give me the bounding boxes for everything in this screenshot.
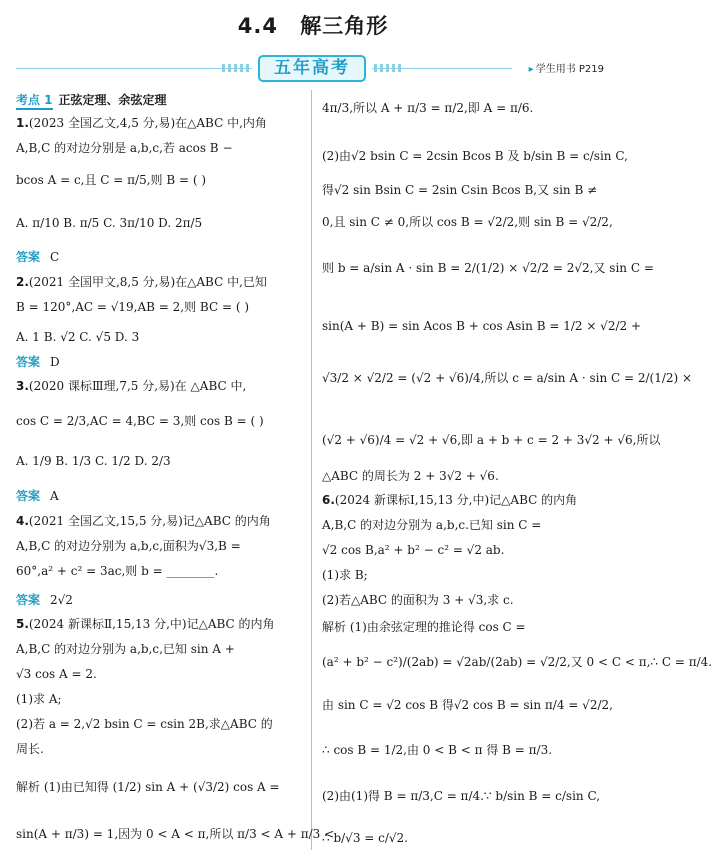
- q5-solution-line-1: 解析 (1)由已知得 (1/2) sin A + (√3/2) cos A =: [16, 780, 280, 794]
- q6-part-2: (2)若△ABC 的面积为 3 + √3,求 c.: [322, 593, 514, 607]
- q5-solution-line-9: √3/2 × √2/2 = (√2 + √6)/4,所以 c = a/sin A · sin C = 2/(1/2) ×: [322, 371, 693, 385]
- q5-solution-line-4: (2)由√2 bsin C = 2csin Bcos B 及 b/sin B = c/sin C,: [322, 149, 628, 163]
- q6-stem-line-3: √2 cos B,a² + b² − c² = √2 ab.: [322, 543, 505, 557]
- section-title: 解三角形: [300, 14, 389, 38]
- q2-stem-line-1: 2.(2021 全国甲文,8,5 分,易)在△ABC 中,已知: [16, 275, 267, 289]
- q3-stem-line-1: 3.(2020 课标Ⅲ理,7,5 分,易)在 △ABC 中,: [16, 379, 247, 393]
- q5-stem-line-1: 5.(2024 新课标Ⅱ,15,13 分,中)记△ABC 的内角: [16, 617, 275, 631]
- q5-solution-line-5: 得√2 sin Bsin C = 2sin Csin Bcos B,又 sin B ≠: [322, 183, 598, 197]
- q5-solution-line-2: sin(A + π/3) = 1,因为 0 < A < π,所以 π/3 < A + π/3 <: [16, 827, 335, 841]
- q5-solution-line-3: 4π/3,所以 A + π/3 = π/2,即 A = π/6.: [322, 101, 534, 115]
- q1-stem-line-2: A,B,C 的对边分别是 a,b,c,若 acos B −: [16, 141, 233, 155]
- q6-solution-line-4: ∴ cos B = 1/2,由 0 < B < π 得 B = π/3.: [322, 743, 553, 757]
- q2-answer: 答案 D: [16, 355, 60, 369]
- q5-part-2-line-2: 周长.: [16, 742, 44, 756]
- q1-stem-line-3: bcos A = c,且 C = π/5,则 B = ( ): [16, 173, 207, 187]
- q6-solution-line-1: 解析 (1)由余弦定理的推论得 cos C =: [322, 620, 526, 634]
- banner-dots-left: [222, 64, 252, 72]
- q5-solution-line-11: △ABC 的周长为 2 + 3√2 + √6.: [322, 469, 499, 483]
- q6-solution-line-2: (a² + b² − c²)/(2ab) = √2ab/(2ab) = √2/2,又 0 < C < π,∴ C = π/4.: [322, 655, 712, 669]
- q6-stem-line-2: A,B,C 的对边分别为 a,b,c.已知 sin C =: [322, 518, 542, 532]
- q6-stem-line-1: 6.(2024 新课标Ⅰ,15,13 分,中)记△ABC 的内角: [322, 493, 578, 507]
- q1-answer: 答案 C: [16, 250, 60, 264]
- banner-line-right: [372, 68, 512, 69]
- column-divider: [311, 90, 312, 850]
- section-banner: 五年高考: [258, 55, 366, 82]
- q6-part-1: (1)求 B;: [322, 568, 368, 582]
- section-number: 4.4: [237, 14, 278, 38]
- q3-stem-line-2: cos C = 2/3,AC = 4,BC = 3,则 cos B = ( ): [16, 414, 264, 428]
- q4-stem-line-2: A,B,C 的对边分别为 a,b,c,面积为√3,B =: [16, 539, 241, 553]
- banner-line-left: [16, 68, 252, 69]
- q4-answer: 答案 2√2: [16, 593, 73, 607]
- q6-solution-line-3: 由 sin C = √2 cos B 得√2 cos B = sin π/4 = √2/2,: [322, 698, 613, 712]
- student-book-link-label: 学生用书 P219: [535, 64, 604, 75]
- page-title: [0, 10, 626, 40]
- q5-solution-line-10: (√2 + √6)/4 = √2 + √6,即 a + b + c = 2 + 3√2 + √6,所以: [322, 433, 661, 447]
- q5-solution-line-8: sin(A + B) = sin Acos B + cos Asin B = 1/2 × √2/2 +: [322, 319, 642, 333]
- knowledge-point-tag: 考点 1: [16, 93, 53, 110]
- q4-stem-line-1: 4.(2021 全国乙文,15,5 分,易)记△ABC 的内角: [16, 514, 271, 528]
- q2-options: A. 1 B. √2 C. √5 D. 3: [16, 330, 140, 344]
- q2-stem-line-2: B = 120°,AC = √19,AB = 2,则 BC = ( ): [16, 300, 249, 314]
- arrow-icon: ▸: [528, 64, 534, 75]
- q5-stem-line-2: A,B,C 的对边分别为 a,b,c,已知 sin A +: [16, 642, 235, 656]
- q5-stem-line-3: √3 cos A = 2.: [16, 667, 97, 681]
- q5-solution-line-7: 则 b = a/sin A · sin B = 2/(1/2) × √2/2 = 2√2,又 sin C =: [322, 261, 654, 275]
- q3-answer: 答案 A: [16, 489, 59, 503]
- q1-stem-line-1: 1.(2023 全国乙文,4,5 分,易)在△ABC 中,内角: [16, 116, 267, 130]
- q5-part-2-line-1: (2)若 a = 2,√2 bsin C = csin 2B,求△ABC 的: [16, 717, 273, 731]
- q5-part-1: (1)求 A;: [16, 692, 62, 706]
- q3-options: A. 1/9 B. 1/3 C. 1/2 D. 2/3: [16, 454, 171, 468]
- q6-solution-line-6: ∴ b/√3 = c/√2.: [322, 831, 408, 845]
- q4-stem-line-3: 60°,a² + c² = 3ac,则 b = ________.: [16, 564, 219, 578]
- q1-options: A. π/10 B. π/5 C. 3π/10 D. 2π/5: [16, 216, 203, 230]
- knowledge-point-title: 正弦定理、余弦定理: [58, 93, 167, 107]
- student-book-link[interactable]: [529, 60, 604, 75]
- q6-solution-line-5: (2)由(1)得 B = π/3,C = π/4.∵ b/sin B = c/sin C,: [322, 789, 601, 803]
- knowledge-point-heading: [16, 92, 167, 109]
- q5-solution-line-6: 0,且 sin C ≠ 0,所以 cos B = √2/2,则 sin B = √2/2,: [322, 215, 613, 229]
